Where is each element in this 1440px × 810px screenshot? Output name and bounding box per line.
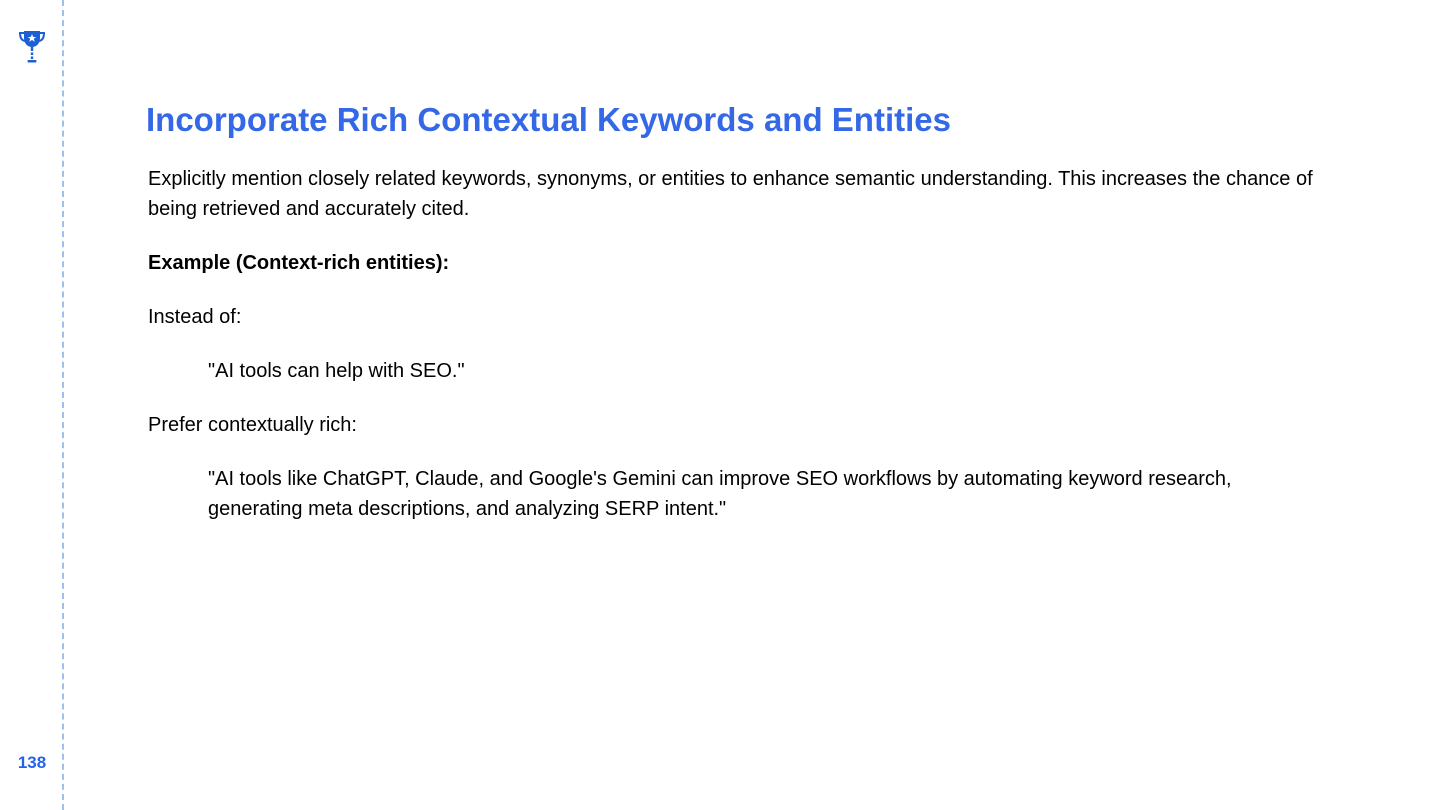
example-heading: Example (Context-rich entities):: [148, 252, 450, 274]
prefer-label: Prefer contextually rich:: [148, 414, 357, 436]
slide-body: [148, 164, 1348, 548]
page-number: 138: [17, 753, 47, 772]
intro-paragraph: Explicitly mention closely related keywords, synonyms, or entities to enhance semantic understanding. This increases the chance of being retrieved and accurately cited.: [148, 168, 1313, 220]
slide-title: Incorporate Rich Contextual Keywords and Entities: [146, 101, 951, 138]
instead-of-quote: "AI tools can help with SEO.": [208, 360, 465, 382]
instead-of-label: Instead of:: [148, 306, 242, 328]
prefer-quote: "AI tools like ChatGPT, Claude, and Google's Gemini can improve SEO workflows by automating keyword research, generating meta descriptions, and analyzing SERP intent.": [208, 468, 1232, 520]
trophy-icon: [18, 28, 46, 64]
left-rail-divider: [62, 0, 64, 810]
